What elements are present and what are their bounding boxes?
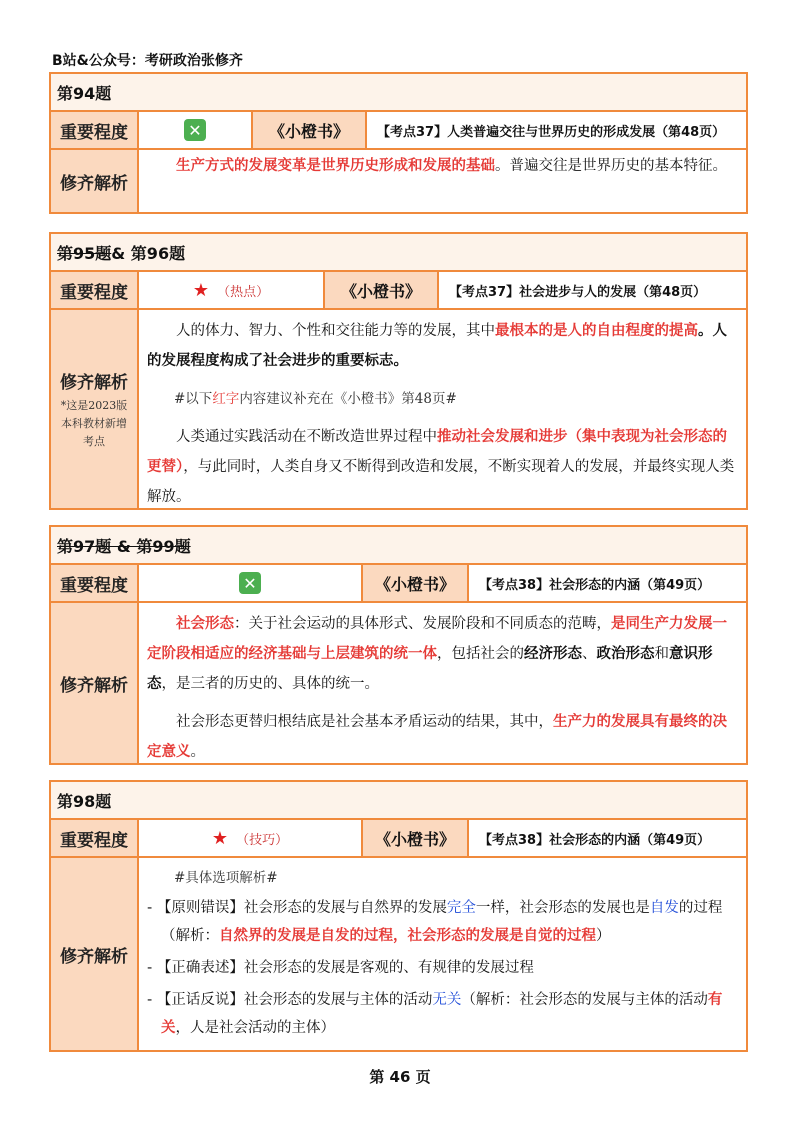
importance-label: 重要程度 — [51, 272, 139, 308]
analysis-label: 修齐解析 — [51, 603, 139, 763]
knowledge-point: 【考点38】社会形态的内涵（第49页） — [479, 832, 711, 848]
book-label: 《小橙书》 — [363, 820, 469, 856]
importance-tag: （技巧） — [236, 832, 289, 848]
question-title: 第95题 & 第96题 — [51, 234, 746, 272]
importance-label: 重要程度 — [51, 565, 139, 601]
option-item: - 【正确表述】社会形态的发展是客观的、有规律的发展过程 — [147, 960, 534, 976]
question-title: 第97题 & 第99题 — [51, 527, 746, 565]
importance-value — [139, 272, 325, 308]
analysis-text: 生产方式的发展变革是世界历史形成和发展的基础。普遍交往是世界历史的基本特征。 — [176, 158, 727, 174]
analysis-text — [139, 858, 746, 1050]
knowledge-point: 【考点37】社会进步与人的发展（第48页） — [449, 284, 707, 300]
question-block-98 — [49, 780, 748, 1052]
cross-icon: ✕ — [184, 119, 206, 141]
page-header: B站&公众号：考研政治张修齐 — [52, 53, 243, 69]
analysis-text: 社会形态：关于社会运动的具体形式、发展阶段和不同质态的范畴，是同生产力发展一定阶段相适应的经济基础与上层建筑的统一体，包括社会的经济形态、政治形态和意识形态，是三者的历史的、具体的统一。 社会形态更替归根结底是社会基本矛盾运动的结果，其中，生产力的发展具有最终的决定意义。 — [147, 616, 727, 760]
page-number: 第 46 页 — [369, 1068, 431, 1086]
knowledge-point: 【考点37】人类普遍交往与世界历史的形成发展（第48页） — [377, 124, 726, 140]
importance-value — [139, 565, 363, 601]
book-label: 《小橙书》 — [363, 565, 469, 601]
option-item: - 【正话反说】社会形态的发展与主体的活动无关（解析：社会形态的发展与主体的活动有关，人是社会活动的主体） — [147, 992, 723, 1036]
question-title: 第98题 — [51, 782, 746, 820]
cross-icon: ✕ — [239, 572, 261, 594]
question-block-94 — [49, 72, 748, 214]
importance-value — [139, 112, 253, 148]
new-topic-note: *这是2023版本科教材新增考点 — [60, 398, 128, 448]
importance-label: 重要程度 — [51, 820, 139, 856]
question-block-95-96 — [49, 232, 748, 510]
supplement-note: #以下红字内容建议补充在《小橙书》第48页# — [174, 391, 457, 407]
analysis-label: 修齐解析 — [51, 150, 139, 212]
options-note: #具体选项解析# — [174, 870, 278, 886]
book-label: 《小橙书》 — [253, 112, 367, 148]
analysis-label: 修齐解析 — [51, 858, 139, 1050]
importance-tag: （热点） — [217, 284, 270, 300]
importance-value — [139, 820, 363, 856]
question-title: 第94题 — [51, 74, 746, 112]
star-icon: ★ — [192, 279, 210, 301]
knowledge-point: 【考点38】社会形态的内涵（第49页） — [479, 577, 711, 593]
analysis-text: 人的体力、智力、个性和交往能力等的发展，其中最根本的是人的自由程度的提高。人的发展程度构成了社会进步的重要标志。 #以下红字内容建议补充在《小橙书》第48页# 人类通过实践活动在不断改造世界过程中推动社会发展和进步（集中表现为社会形态的更替），与此同时，人类自身又不断得到改造和发展，不断实现着人的发展，并最终实现人类解放。 — [147, 323, 735, 505]
book-label: 《小橙书》 — [325, 272, 439, 308]
importance-label: 重要程度 — [51, 112, 139, 148]
option-item: - 【原则错误】社会形态的发展与自然界的发展完全一样，社会形态的发展也是自发的过程（解析：自然界的发展是自发的过程，社会形态的发展是自觉的过程） — [147, 900, 723, 944]
analysis-label: 修齐解析 *这是2023版本科教材新增考点 — [51, 310, 139, 508]
star-icon: ★ — [211, 827, 229, 849]
question-block-97-99 — [49, 525, 748, 765]
